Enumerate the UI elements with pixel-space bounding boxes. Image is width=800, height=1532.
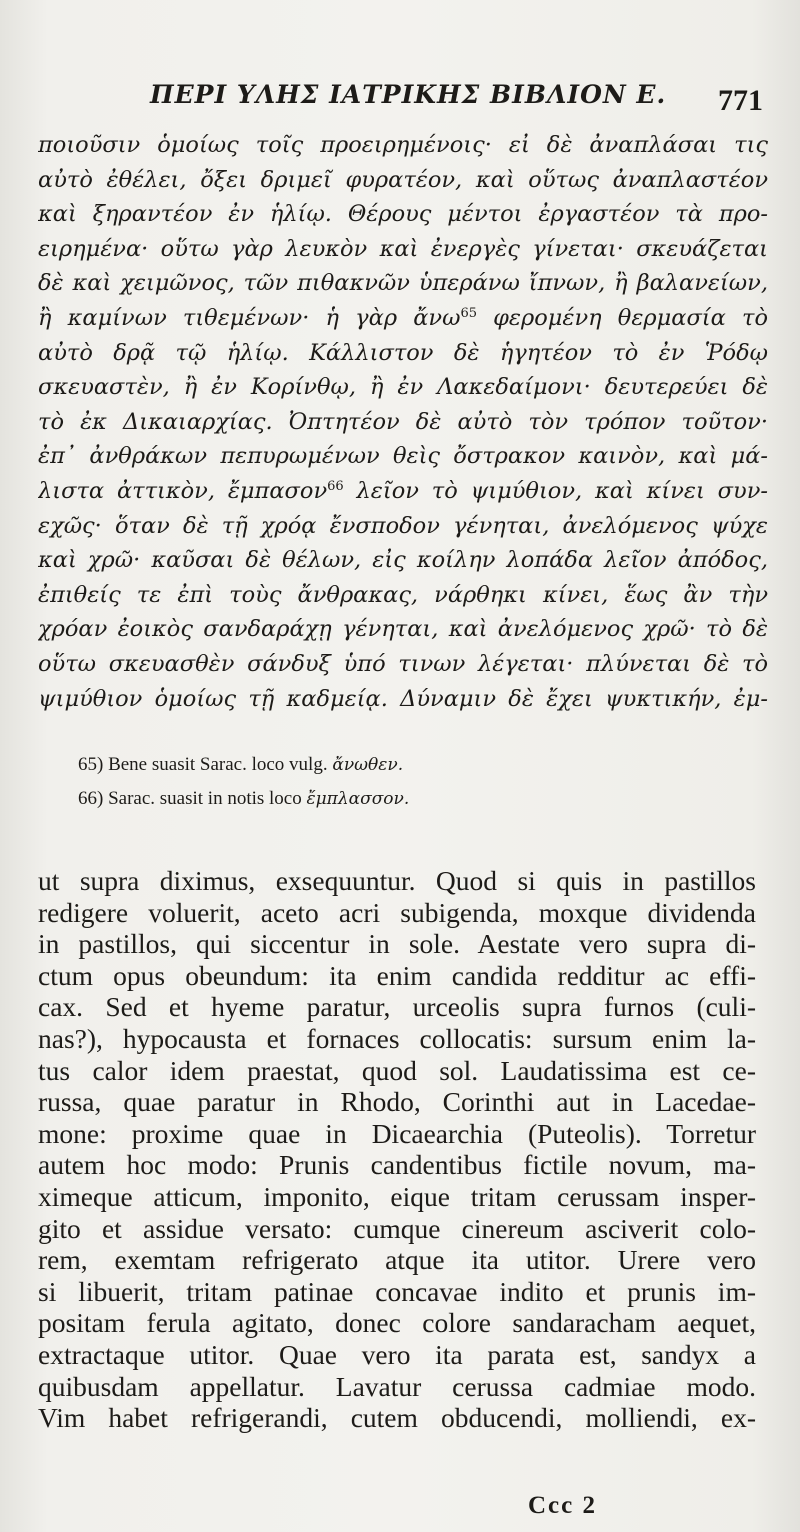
greek-line-text: σκευαστὲν, ἢ ἐν Κορίνθῳ, ἢ ἐν Λακεδαίμονι· δευτερεύει δὲ (38, 374, 768, 401)
greek-line (38, 612, 768, 647)
footnote (78, 748, 718, 782)
greek-line (38, 128, 768, 163)
footnote-text: 66) Sarac. suasit in notis loco (78, 788, 302, 809)
latin-line: gito et assidue versato: cumque cinereum asciverit colo- (38, 1212, 756, 1244)
latin-line: rem, exemtam refrigerato atque ita utitor. Urere vero (38, 1244, 756, 1276)
greek-line (38, 301, 768, 336)
footnote-greek-word: ἔμπλασσον. (306, 789, 410, 809)
greek-line-text: ψιμύθιον ὁμοίως τῇ καδμείᾳ. Δύναμιν δὲ ἔχει ψυκτικήν, ἐμ- (38, 685, 768, 712)
greek-line-text: ἢ καμίνων τιθεμένων· ἡ γὰρ ἄνω (38, 304, 461, 331)
latin-line: si libuerit, tritam patinae concavae indito et prunis im- (38, 1275, 756, 1307)
footnote-greek-word: ἄνωθεν. (332, 755, 404, 775)
latin-translation-block (38, 865, 756, 1434)
latin-line: cax. Sed et hyeme paratur, urceolis supra furnos (culi- (38, 991, 756, 1023)
latin-line: nas?), hypocausta et fornaces collocatis: sursum enim la- (38, 1022, 756, 1054)
footnotes (78, 748, 718, 816)
greek-line (38, 647, 768, 682)
page-number: 771 (718, 84, 763, 117)
latin-line: in pastillos, qui siccentur in sole. Aestate vero supra di- (38, 928, 756, 960)
latin-line: quibusdam appellatur. Lavatur cerussa cadmiae modo. (38, 1370, 756, 1402)
greek-line-text-after: φερομένη θερμασία τὸ (476, 304, 768, 331)
footnote-reference: 66 (327, 478, 344, 494)
greek-line-text: δὲ καὶ χειμῶνος, τῶν πιθακνῶν ὑπεράνω ἴπνων, ἢ βαλανείων, (38, 270, 768, 297)
greek-line-text: αὐτὸ δρᾷ τῷ ἡλίῳ. Κάλλιστον δὲ ἡγητέον τὸ ἐν Ῥόδῳ (38, 339, 768, 366)
greek-line-text: εχῶς· ὅταν δὲ τῇ χρόᾳ ἔνσποδον γένηται, ἀνελόμενος ψύχε (38, 512, 768, 539)
greek-line-text: χρόαν ἐοικὸς σανδαράχῃ γένηται, καὶ ἀνελόμενος χρῶ· τὸ δὲ (38, 616, 768, 643)
greek-line (38, 474, 768, 509)
greek-line (38, 163, 768, 198)
latin-line: mone: proxime quae in Dicaearchia (Puteolis). Torretur (38, 1117, 756, 1149)
greek-line (38, 336, 768, 371)
greek-line-text: ἐπιθείς τε ἐπὶ τοὺς ἄνθρακας, νάρθηκι κίνει, ἕως ἂν τὴν (38, 581, 768, 608)
greek-line-text: καὶ ξηραντέον ἐν ἡλίῳ. Θέρους μέντοι ἐργαστέον τὰ προ- (38, 201, 768, 228)
greek-line (38, 232, 768, 267)
footnote (78, 782, 718, 816)
greek-line (38, 405, 768, 440)
greek-line (38, 509, 768, 544)
greek-line (38, 543, 768, 578)
greek-line-text-after: λεῖον τὸ ψιμύθιον, καὶ κίνει συν- (343, 477, 768, 504)
greek-line-text: καὶ χρῶ· καῦσαι δὲ θέλων, εἰς κοίλην λοπάδα λεῖον ἀπόδος, (38, 547, 768, 574)
footnote-reference: 65 (460, 305, 477, 321)
greek-line-text: αὐτὸ ἐθέλει, ὄξει δριμεῖ φυρατέον, καὶ οὕτως ἀναπλαστέον (38, 166, 768, 193)
greek-line (38, 197, 768, 232)
latin-line: redigere voluerit, aceto acri subigenda, moxque dividenda (38, 896, 756, 928)
greek-line-text: λιστα ἀττικὸν, ἔμπασον (38, 477, 328, 504)
latin-line: extractaque utitor. Quae vero ita parata est, sandyx a (38, 1338, 756, 1370)
greek-text-block (38, 128, 768, 716)
latin-line: ctum opus obeundum: ita enim candida redditur ac effi- (38, 959, 756, 991)
running-title: ΠΕΡΙ ΥΛΗΣ ΙΑΤΡΙΚΗΣ ΒΙΒΛΙΟΝ Ε. (150, 80, 667, 109)
latin-line: russa, quae paratur in Rhodo, Corinthi aut in Lacedae- (38, 1086, 756, 1118)
greek-line (38, 439, 768, 474)
signature-mark: Ccc 2 (528, 1492, 597, 1519)
latin-line: tus calor idem praestat, quod sol. Laudatissima est ce- (38, 1054, 756, 1086)
latin-line: autem hoc modo: Prunis candentibus fictile novum, ma- (38, 1149, 756, 1181)
footnote-text: 65) Bene suasit Sarac. loco vulg. (78, 754, 328, 775)
greek-line (38, 370, 768, 405)
greek-line-text: τὸ ἐκ Δικαιαρχίας. Ὀπτητέον δὲ αὐτὸ τὸν τρόπον τοῦτον· (38, 408, 768, 435)
greek-line-text: οὕτω σκευασθὲν σάνδυξ ὑπό τινων λέγεται· πλύνεται δὲ τὸ (38, 650, 768, 677)
greek-line (38, 266, 768, 301)
latin-line: ut supra diximus, exsequuntur. Quod si quis in pastillos (38, 865, 756, 896)
greek-line (38, 682, 768, 717)
greek-line-text: ειρημένα· οὕτω γὰρ λευκὸν καὶ ἐνεργὲς γίνεται· σκευάζεται (38, 235, 768, 262)
greek-line-text: ποιοῦσιν ὁμοίως τοῖς προειρημένοις· εἰ δὲ ἀναπλάσαι τις (38, 132, 768, 158)
latin-line: ximeque atticum, imponito, eique tritam cerussam insper- (38, 1180, 756, 1212)
greek-line-text: ἐπ᾽ ἀνθράκων πεπυρωμένων θεὶς ὄστρακον καινὸν, καὶ μά- (38, 443, 768, 470)
latin-line: Vim habet refrigerandi, cutem obducendi, molliendi, ex- (38, 1402, 756, 1434)
greek-line (38, 578, 768, 613)
latin-line: positam ferula agitato, donec colore sandaracham aequet, (38, 1307, 756, 1339)
